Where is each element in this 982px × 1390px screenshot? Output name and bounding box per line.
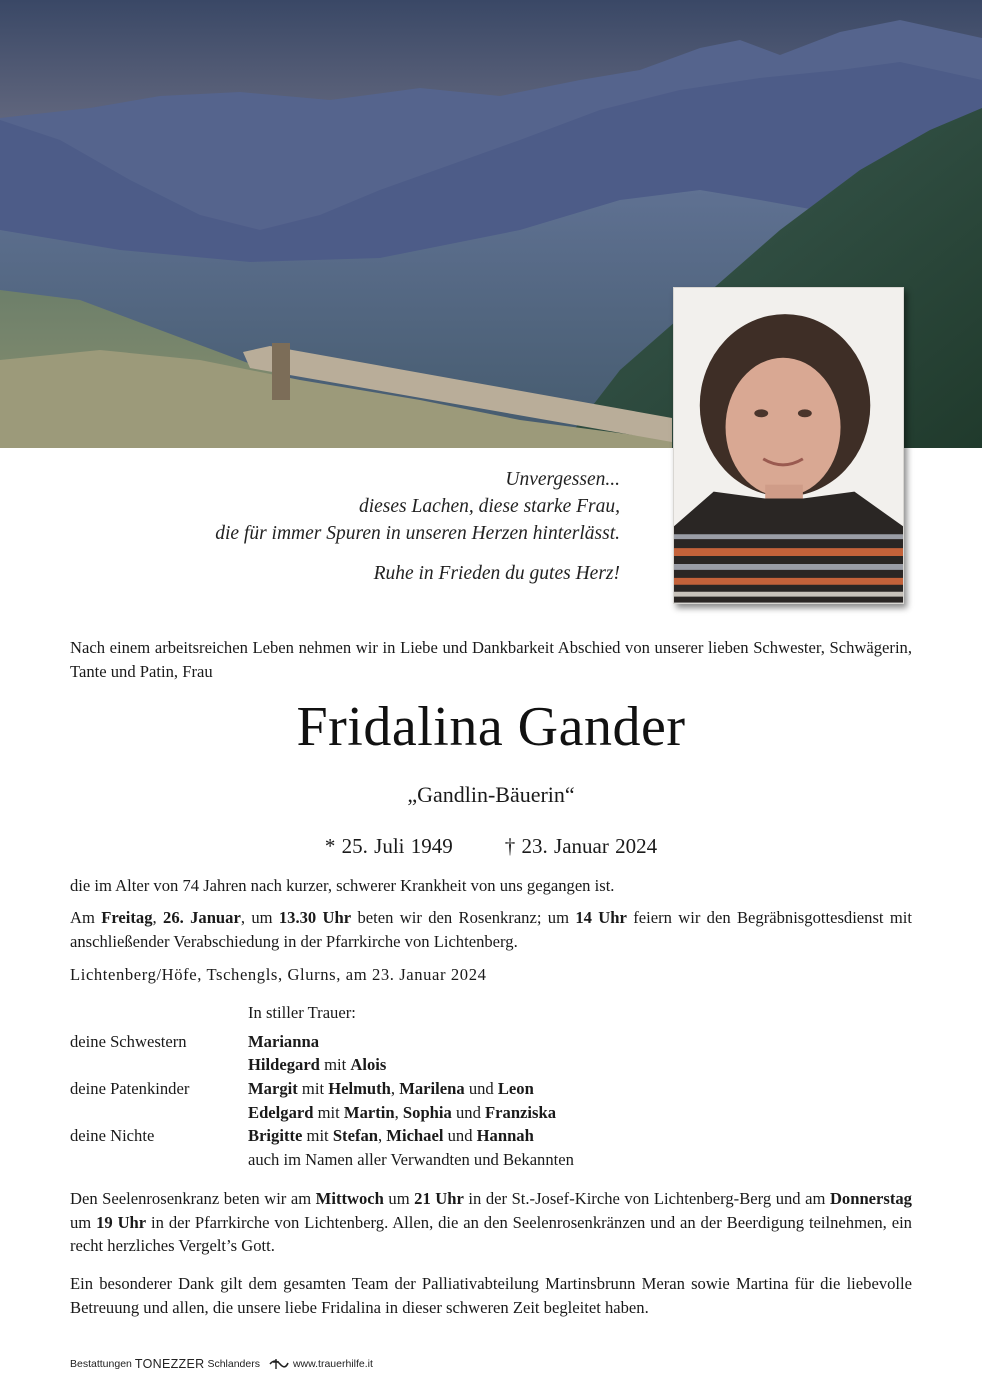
relative-names: Margit mit Helmuth, Marilena und Leon — [248, 1079, 534, 1098]
footer-website-link[interactable]: www.trauerhilfe.it — [292, 1358, 373, 1370]
footer-town: Schlanders — [207, 1358, 260, 1370]
relative-names: Marianna — [248, 1032, 319, 1051]
relation-label-sisters: deine Schwestern — [70, 1032, 187, 1051]
footer-prefix: Bestattungen — [70, 1358, 132, 1370]
thanks-paragraph: Ein besonderer Dank gilt dem gesamten Team der Palliativabteilung Martinsbrunn Meran sowie Martina für die liebevolle Betreuung und allen, die unsere liebe Fridalina in dieser schweren Zeit begleitet haben. — [70, 1274, 912, 1317]
motto-line: die für immer Spuren in unseren Herzen hinterlässt. — [215, 523, 620, 544]
relative-names: Hildegard mit Alois — [248, 1055, 387, 1074]
motto-line: Unvergessen... — [505, 469, 620, 490]
motto-line: dieses Lachen, diese starke Frau, — [358, 496, 620, 517]
life-dates — [0, 832, 982, 860]
funeral-paragraph: Am Freitag, 26. Januar, um 13.30 Uhr beten wir den Rosenkranz; um 14 Uhr feiern wir den Begräbnisgottesdienst mit anschließender Verabschiedung in der Pfarrkirche von Lichtenberg. — [70, 908, 913, 951]
rosary-paragraph: Den Seelenrosenkranz beten wir am Mittwoch um 21 Uhr in der St.-Josef-Kirche von Lichtenberg-Berg und am Donnerstag um 19 Uhr in der Pfarrkirche von Lichtenberg. Allen, die an den Seelenrosenkränzen und an der Beerdigung teilnehmen, ein recht herzliches Vergelt’s Gott. — [70, 1189, 912, 1255]
relative-names: Edelgard mit Martin, Sophia und Franziska — [248, 1103, 557, 1122]
death-date: † 23. Januar 2024 — [504, 834, 658, 858]
motto-line: Ruhe in Frieden du gutes Herz! — [373, 563, 620, 584]
relation-label-niece: deine Nichte — [70, 1126, 155, 1145]
relative-names: Brigitte mit Stefan, Michael und Hannah — [248, 1126, 534, 1145]
relatives-closing: auch im Namen aller Verwandten und Bekannten — [248, 1150, 574, 1169]
portrait-photo — [673, 287, 904, 604]
motto — [215, 466, 620, 587]
footer-brand: TONEZZER — [134, 1357, 205, 1371]
trauerhilfe-logo-icon — [268, 1357, 290, 1371]
relation-label-godchildren: deine Patenkinder — [70, 1079, 190, 1098]
place-and-date: Lichtenberg/Höfe, Tschengls, Glurns, am 23. Januar 2024 — [70, 965, 487, 984]
intro-paragraph: Nach einem arbeitsreichen Leben nehmen wir in Liebe und Dankbarkeit Abschied von unserer lieben Schwester, Schwägerin, Tante und Patin, Frau — [70, 638, 912, 681]
mourning-label: In stiller Trauer: — [248, 1003, 356, 1022]
deceased-name: Fridalina Gander — [296, 696, 686, 758]
birth-date: * 25. Juli 1949 — [324, 834, 453, 858]
footer — [70, 1357, 373, 1371]
deceased-nickname: „Gandlin-Bäuerin“ — [407, 782, 575, 807]
age-paragraph: die im Alter von 74 Jahren nach kurzer, schwerer Krankheit von uns gegangen ist. — [70, 876, 615, 895]
